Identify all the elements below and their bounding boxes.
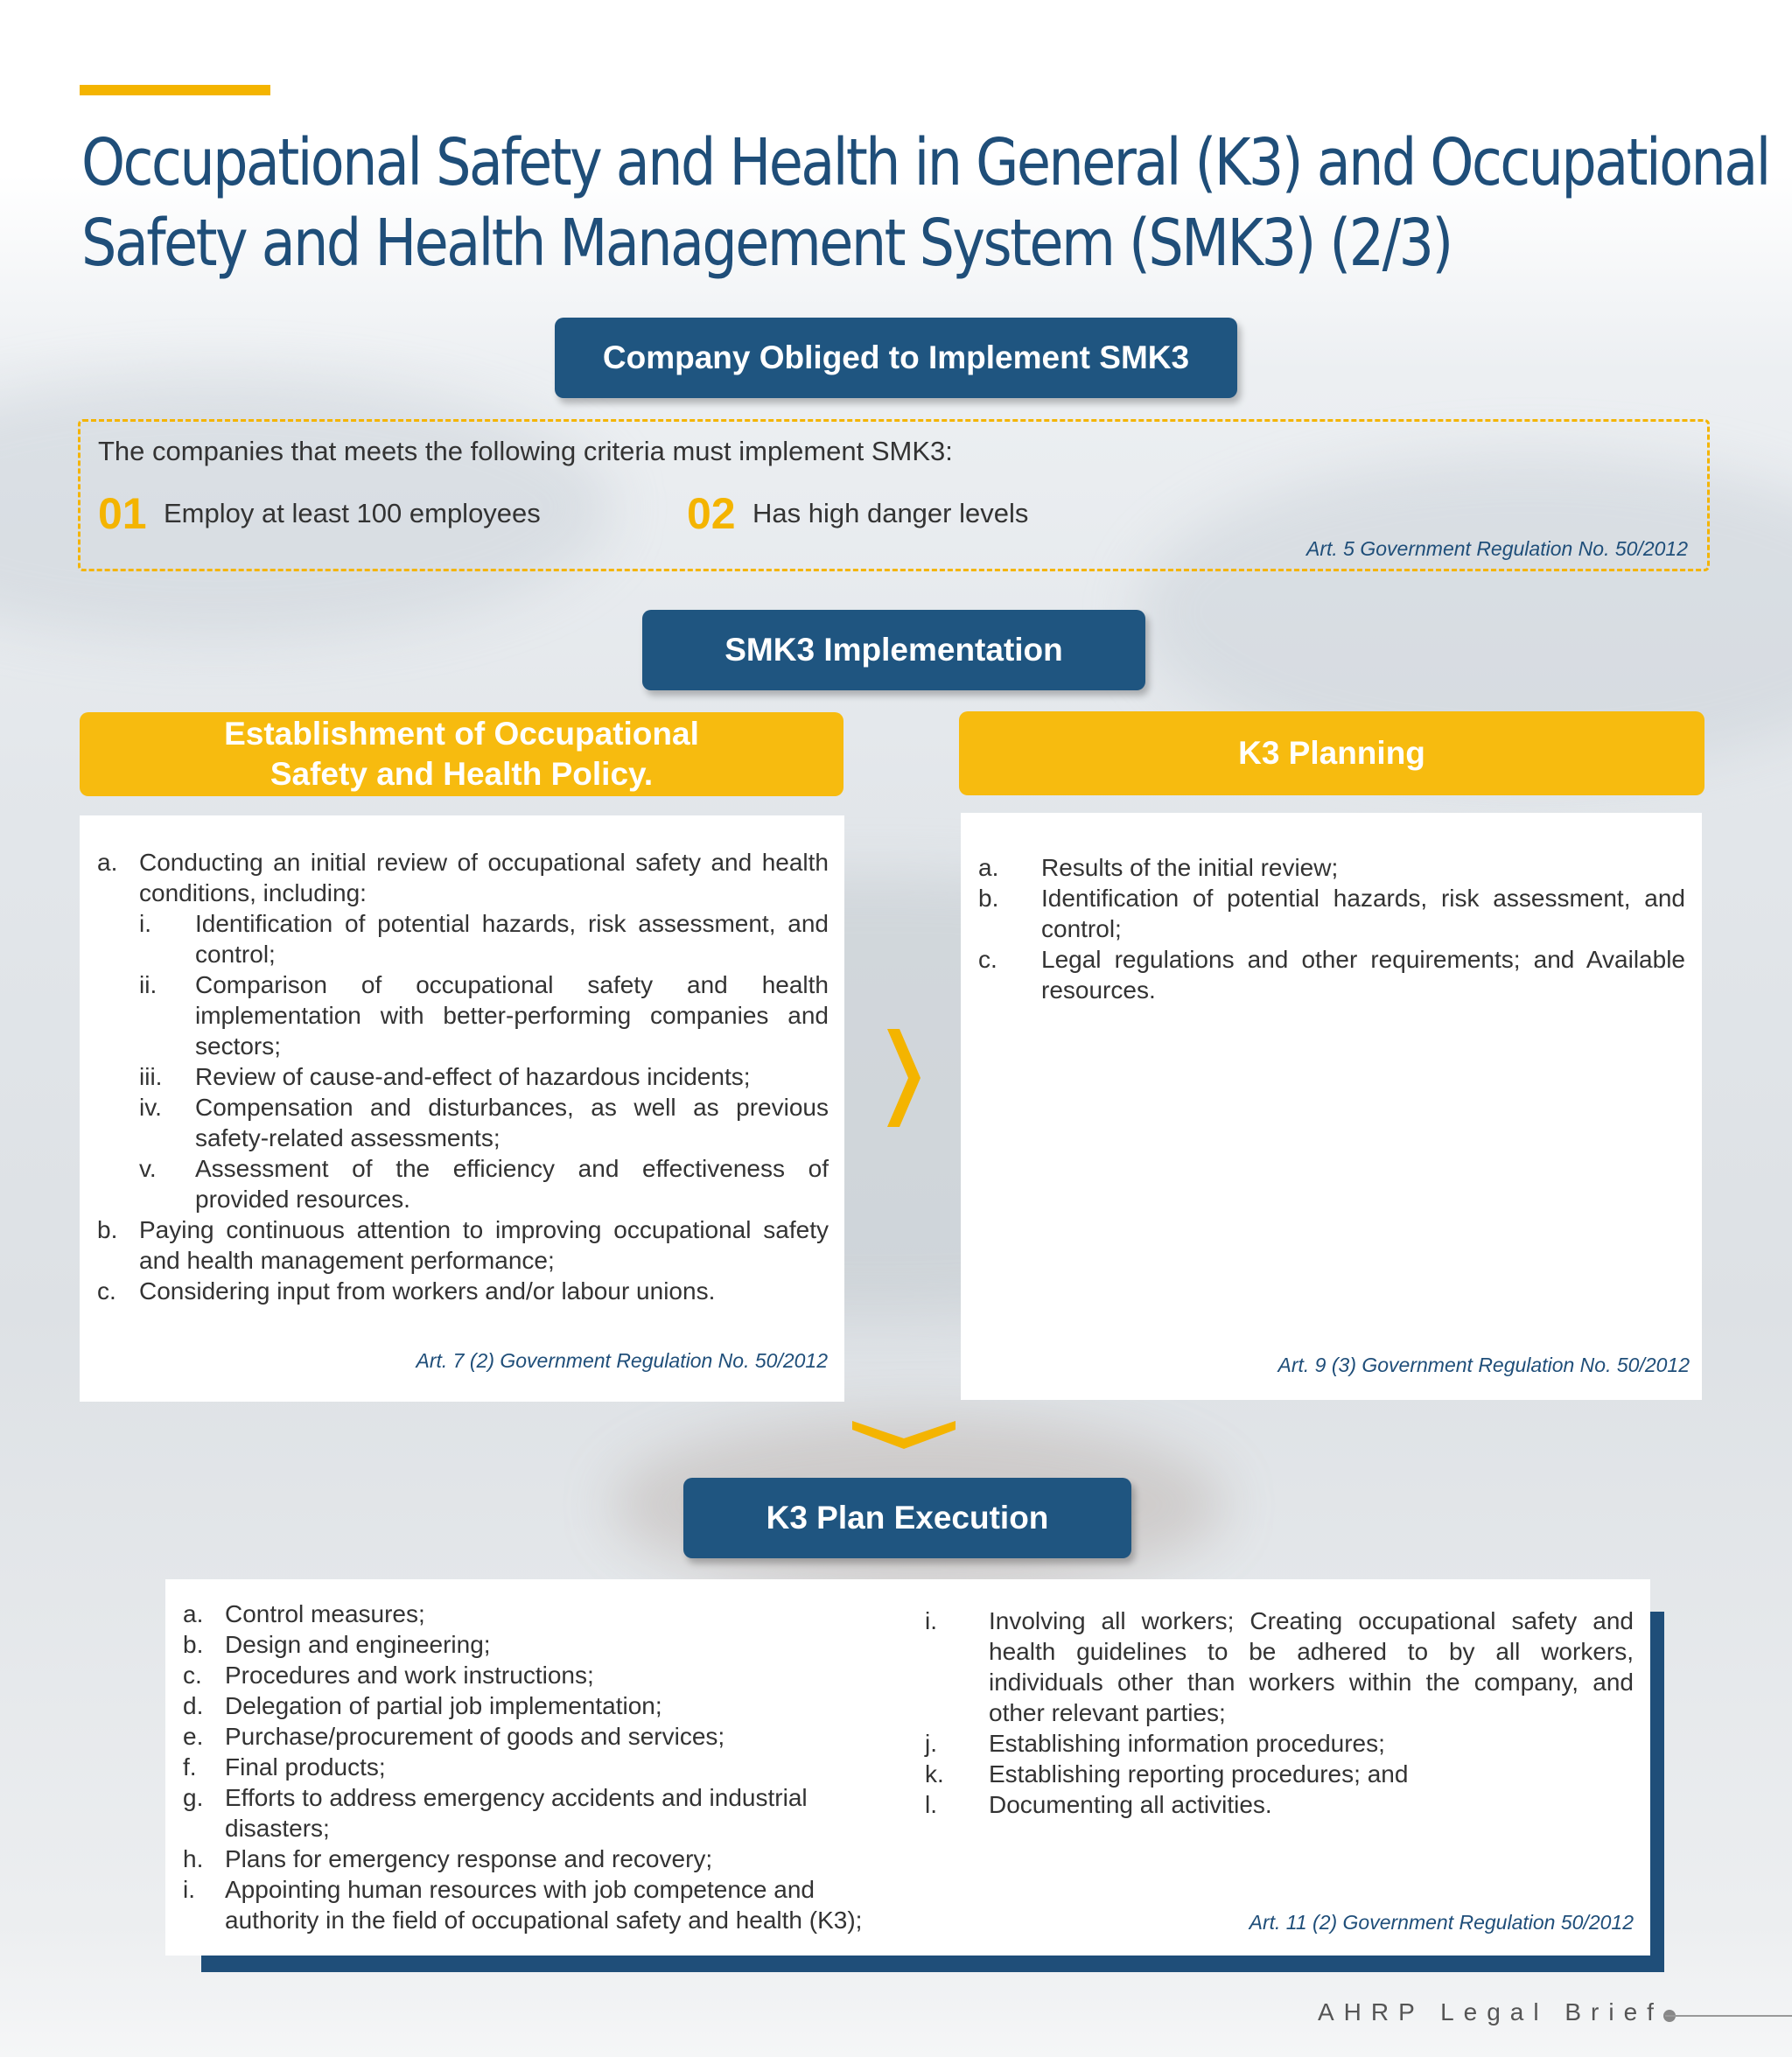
list-text: Final products; [225,1753,386,1781]
list-text: Comparison of occupational safety and health implementation with better-performing companies and sectors; [195,971,829,1060]
sub-list-item [97,969,829,1061]
obliged-heading: Company Obliged to Implement SMK3 [555,318,1237,398]
list-item [183,1844,890,1874]
criteria-text: Employ at least 100 employees [164,498,541,528]
criteria-item [98,488,541,539]
list-marker: c. [183,1662,202,1689]
list-marker: l. [925,1791,937,1818]
criteria-number: 01 [98,489,147,538]
list-item [97,1276,829,1306]
title-line-1: Occupational Safety and Health in General (K3) and Occupational [81,125,1769,200]
criteria-item [687,488,1028,539]
list-marker: i. [183,1876,195,1903]
list-item [183,1874,890,1935]
list-marker: e. [183,1723,204,1750]
list-text: Considering input from workers and/or labour unions. [139,1277,716,1305]
list-text: Efforts to address emergency accidents and industrial disasters; [225,1784,808,1842]
sub-list-item [97,1061,829,1092]
list-text: Delegation of partial job implementation; [225,1692,662,1719]
list-marker: g. [183,1784,204,1811]
list-item [978,883,1685,944]
list-item [925,1606,1634,1728]
footer-brand: AHRP Legal Brief [1318,1998,1663,2026]
list-item [925,1759,1634,1789]
list-text: Results of the initial review; [1041,854,1339,881]
list-text: Identification of potential hazards, risk assessment, and control; [1041,885,1685,942]
list-marker: f. [183,1753,197,1781]
accent-bar [80,85,270,95]
sub-list [97,908,829,1214]
list-text: Conducting an initial review of occupational safety and health conditions, including: [139,849,829,906]
list-marker: a. [183,1600,204,1627]
list-item [183,1782,890,1844]
list-text: Establishing reporting procedures; and [989,1760,1409,1788]
list-item [183,1599,890,1629]
planning-card [961,813,1702,1400]
list-marker: a. [978,854,999,881]
page-title [81,122,1769,283]
list-marker: j. [925,1730,937,1757]
list-marker: d. [183,1692,204,1719]
list-marker: i. [925,1607,937,1634]
list-text: Plans for emergency response and recovery; [225,1845,713,1872]
chevron-down-icon [850,1417,957,1451]
list-marker: b. [97,1216,118,1243]
policy-heading [80,712,844,796]
implementation-heading: SMK3 Implementation [642,610,1145,690]
list-marker: ii. [139,971,158,998]
list-marker: i. [139,910,151,937]
policy-card [80,815,844,1402]
list-marker: c. [978,946,998,973]
list-text: Compensation and disturbances, as well as previous safety-related assessments; [195,1094,829,1151]
criteria-box [78,419,1710,571]
list-item [183,1690,890,1721]
list-marker: iv. [139,1094,162,1121]
list-marker: a. [97,849,118,876]
execution-heading: K3 Plan Execution [683,1478,1131,1558]
footer-line [1665,2015,1792,2017]
list-text: Control measures; [225,1600,425,1627]
list-marker: b. [183,1631,204,1658]
list-text: Involving all workers; Creating occupational safety and health guidelines to be adhered to by all workers, individuals other than workers within the company, and other relevant parties; [989,1607,1634,1726]
list-item [925,1789,1634,1820]
list-text: Legal regulations and other requirements; and Available resources. [1041,946,1685,1004]
list-item [183,1629,890,1660]
criteria-number: 02 [687,489,736,538]
planning-list [978,852,1685,1005]
list-marker: b. [978,885,999,912]
planning-citation: Art. 9 (3) Government Regulation No. 50/2012 [1278,1354,1690,1376]
criteria-citation: Art. 5 Government Regulation No. 50/2012 [1306,537,1688,560]
sub-list-item [97,1092,829,1153]
list-item [978,852,1685,883]
sub-list-item [97,908,829,969]
criteria-intro: The companies that meets the following criteria must implement SMK3: [98,436,953,466]
criteria-text: Has high danger levels [752,498,1029,528]
list-marker: c. [97,1277,116,1305]
policy-heading-line-2: Safety and Health Policy. [270,756,654,792]
list-item [183,1660,890,1690]
list-text: Documenting all activities. [989,1791,1272,1818]
title-line-2: Safety and Health Management System (SMK3) (2/3) [81,206,1452,281]
chevron-right-icon [882,1025,926,1130]
list-text: Design and engineering; [225,1631,491,1658]
execution-list-left [183,1599,890,1935]
list-item [97,1214,829,1276]
list-text: Appointing human resources with job competence and authority in the field of occupational safety and health (K3); [225,1876,863,1934]
list-item [925,1728,1634,1759]
policy-citation: Art. 7 (2) Government Regulation No. 50/2012 [416,1349,828,1372]
list-text: Identification of potential hazards, risk assessment, and control; [195,910,829,968]
sub-list-item [97,1153,829,1214]
list-text: Review of cause-and-effect of hazardous incidents; [195,1063,751,1090]
policy-list [97,847,829,1306]
list-marker: h. [183,1845,204,1872]
list-text: Assessment of the efficiency and effectiveness of provided resources. [195,1155,829,1213]
policy-heading-line-1: Establishment of Occupational [224,716,699,752]
execution-citation: Art. 11 (2) Government Regulation 50/2012 [1249,1911,1634,1934]
list-item [183,1721,890,1752]
list-text: Paying continuous attention to improving occupational safety and health management performance; [139,1216,829,1274]
list-text: Procedures and work instructions; [225,1662,594,1689]
list-text: Establishing information procedures; [989,1730,1385,1757]
planning-heading: K3 Planning [959,711,1704,795]
list-item [978,944,1685,1005]
execution-card [165,1579,1650,1956]
list-item [183,1752,890,1782]
execution-list-right [925,1606,1634,1820]
list-marker: k. [925,1760,944,1788]
list-text: Purchase/procurement of goods and services; [225,1723,725,1750]
list-marker: iii. [139,1063,163,1090]
list-item [97,847,829,908]
list-marker: v. [139,1155,157,1182]
